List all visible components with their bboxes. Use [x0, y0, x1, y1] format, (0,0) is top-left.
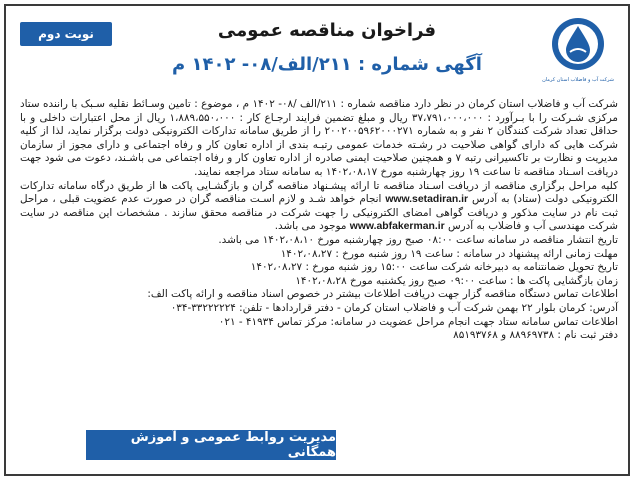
setad-contact-line: اطلاعات تماس سامانه ستاد جهت انجام مراحل عضویت در سامانه: مرکز تماس ۴۱۹۳۴ - ۰۲۱: [218, 315, 618, 328]
company-logo: [538, 16, 618, 88]
procedure-paragraph: [20, 180, 618, 234]
logo-caption: شرکت آب و فاضلاب استان کرمان: [542, 77, 614, 83]
intro-paragraph: شرکت آب و فاضلاب استان کرمان در نظر دارد مناقصه شماره : ۲۱۱/الف /۰۸- ۱۴۰۲ م ، موضوع : تامین وسـائط نقلیه سـبک با راننده ستاد مرکزی شـرکت را با بـرآورد : ۳۷،۷۹۱،۰۰۰،۰۰۰ ریال و مبلغ تضمین فرایند ارجـاع کار : ۱،۸۸۹،۵۵۰،۰۰۰ ریال از محل اعتبارات داخلی و با حداقل تعداد شرکت کنندگان ۲ نفر و به شماره ۲۰۰۲۰۰۵۹۶۲۰۰۰۲۷۱ را از طریق سامانه تدارکات الکترونیکی دولت برگزار نماید، لذا از کلیه شرکت هایی که دارای گواهی صلاحیت در رشـته خدمات عمومی رتبـه بندی از اداره تعاون کار و رفاه اجتماعی و دارای مجوز از سازمان مدیریت و نظارت بر تاکسیرانی رتبه ۷ و همچنین صلاحیت ایمنی صادره از اداره تعاون کار و رفاه اجتماعی می باشـند، دعوت می شود جهت دریافت اسـناد مناقصه تا ساعت ۱۹ روز چهارشنبه مورخ ۱۴۰۲،۰۸،۱۷ به سامانه ستاد مراجعه نمایند.: [20, 98, 619, 178]
procedure-text-a: کلیه مراحل برگزاری مناقصه از دریافت اسـناد مناقصه تا ارائه پیشـنهاد مناقصه گران و بازگشـایی پاکت ها از طریق درگاه سامانه تدارکات الکترونیکی دولت (ستاد) به آدرس: [20, 179, 618, 206]
registration-office-line: دفتر ثبت نام : ۸۸۹۶۹۷۳۸ و ۸۵۱۹۳۷۶۸: [453, 329, 618, 342]
address-line: آدرس: کرمان بلوار ۲۲ بهمن شرکت آب و فاضلاب استان کرمان - دفتر قراردادها - تلفن: ۳۳۲۲۲۲۲۴-۰۳۴: [170, 301, 618, 314]
notice-header: [6, 6, 628, 94]
opening-line: زمان بازگشایی پاکت ها : ساعت ۰۹:۰۰ صبح روز یکشنبه مورخ ۱۴۰۲،۰۸،۲۸: [295, 274, 618, 287]
page-title: فراخوان مناقصه عمومی: [217, 20, 437, 41]
footer-signature: مدیریت روابط عمومی و آموزش همگانی: [86, 430, 336, 460]
abfa-link[interactable]: www.abfakerman.ir: [349, 221, 445, 233]
deadline-line: مهلت زمانی ارائه پیشنهاد در سامانه : ساعت ۱۹ روز شنبه مورخ : ۱۴۰۲،۰۸،۲۷: [280, 247, 618, 260]
round-badge: نوبت دوم: [20, 22, 112, 46]
notice-number: آگهی شماره : ۲۱۱/الف/۰۸- ۱۴۰۲ م: [172, 54, 482, 75]
guarantee-line: تاریخ تحویل ضمانتنامه به دبیرخانه شرکت ساعت ۱۵:۰۰ روز شنبه مورخ : ۱۴۰۲،۰۸،۲۷: [250, 261, 618, 274]
water-drop-icon: [550, 16, 606, 72]
contact-heading-line: اطلاعات تماس دستگاه مناقصه گزار جهت دریافت اطلاعات بیشتر در خصوص اسناد مناقصه و ارائه پاکت الف:: [147, 288, 618, 301]
publish-date-line: تاریخ انتشار مناقصه در سامانه ساعت ۰۸:۰۰ صبح روز چهارشنبه مورخ ۱۴۰۲،۰۸،۱۰ می باشد.: [218, 233, 618, 246]
procedure-text-b: انجام خواهد شـد و لازم اسـت مناقصه گران در صورت عدم عضویت قبلی ، مراحل ثبت نام در سایت مذکور و دریافت گواهی امضای الکترونیکی را جهت شرکت در مناقصه محقق سازند . مشخصات این مناقصه در سایت شرکت مهندسی آب و فاضلاب به آدرس: [20, 193, 618, 233]
procedure-text-c: موجود می باشد.: [274, 220, 347, 233]
setad-link[interactable]: www.setadiran.ir: [385, 194, 469, 206]
notice-frame: [4, 4, 630, 476]
notice-body: [20, 98, 618, 343]
